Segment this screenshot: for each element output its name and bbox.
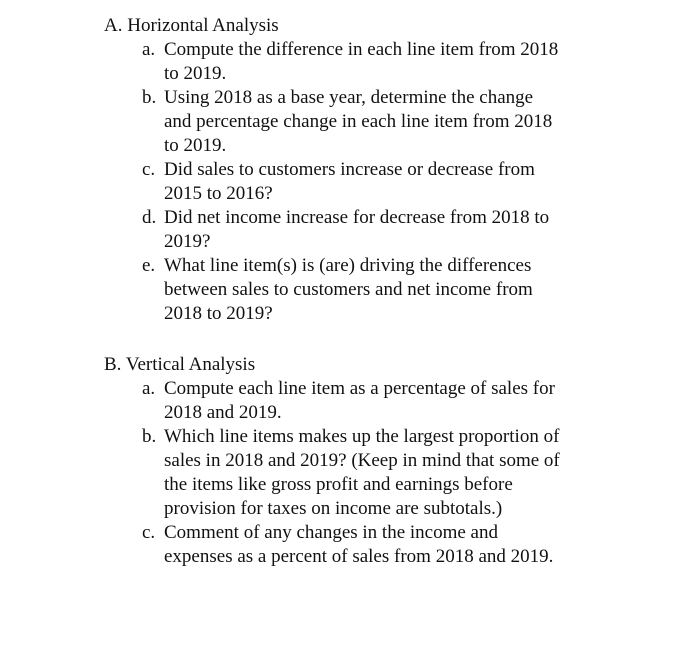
question-item (142, 377, 564, 425)
question-marker: b. (142, 87, 157, 108)
question-marker: c. (142, 522, 156, 543)
question-text: Did net income increase for decrease from 2018 to 2019? (164, 207, 550, 252)
section-vertical-analysis (104, 353, 664, 569)
question-text: Did sales to customers increase or decrease from 2015 to 2016? (164, 159, 535, 204)
question-text: Compute the difference in each line item from 2018 to 2019. (164, 39, 559, 84)
question-marker: e. (142, 255, 156, 276)
question-item (142, 158, 568, 206)
question-item (142, 86, 564, 158)
section-title: A. Horizontal Analysis (104, 15, 279, 36)
question-marker: b. (142, 426, 157, 447)
question-item (142, 206, 564, 254)
question-list (104, 38, 664, 326)
section-title: B. Vertical Analysis (104, 354, 256, 375)
question-marker: d. (142, 207, 157, 228)
question-text: Using 2018 as a base year, determine the change and percentage change in each line item from 2018 to 2019. (164, 87, 553, 156)
question-marker: a. (142, 378, 156, 399)
question-text: Compute each line item as a percentage of sales for 2018 and 2019. (164, 378, 555, 423)
question-text: Comment of any changes in the income and expenses as a percent of sales from 2018 and 2019. (164, 522, 554, 567)
question-marker: c. (142, 159, 156, 180)
question-item (142, 38, 564, 86)
question-marker: a. (142, 39, 156, 60)
question-item (142, 425, 564, 521)
question-text: Which line items makes up the largest proportion of sales in 2018 and 2019? (Keep in mind that some of the items like gross profit and earnings before provision for taxes on income are subtotals.) (164, 426, 560, 519)
question-item (142, 254, 564, 326)
question-item (142, 521, 568, 569)
question-list (104, 377, 664, 569)
question-text: What line item(s) is (are) driving the differences between sales to customers and net income from 2018 to 2019? (164, 255, 533, 324)
section-horizontal-analysis (104, 14, 664, 326)
